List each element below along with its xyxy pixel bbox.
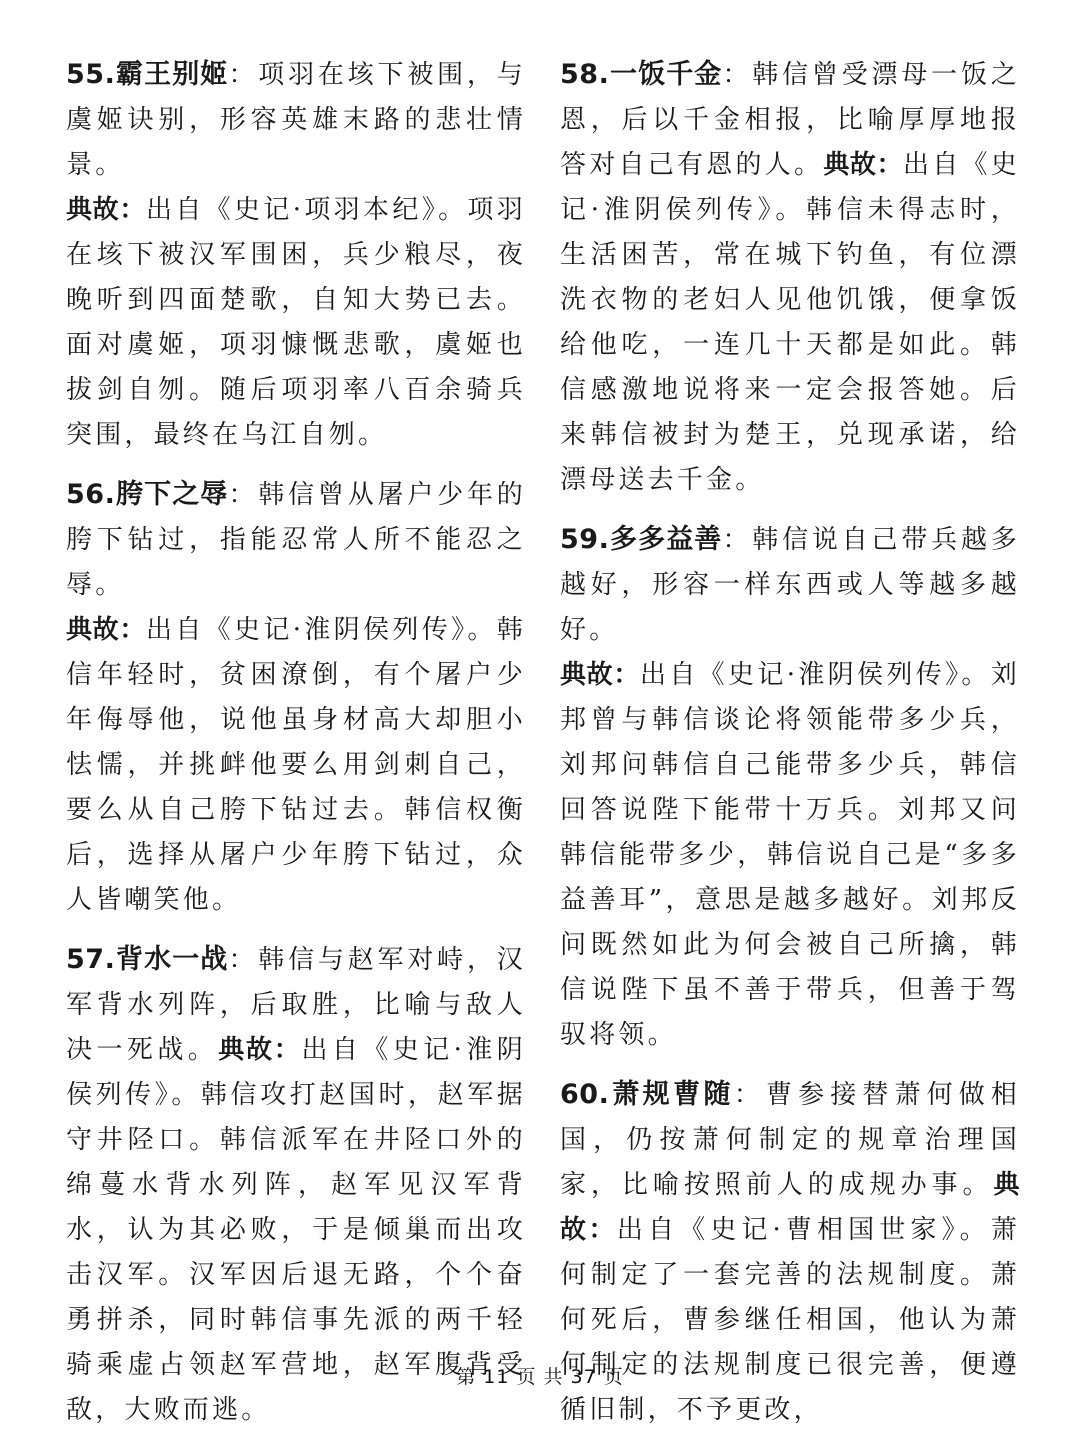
idiom-meaning: 项羽在垓下被围，与虞姬诀别，形容英雄末路的悲壮情景。 bbox=[66, 60, 527, 180]
page-number-footer: 第 11 页 共 37 页 bbox=[456, 1366, 624, 1388]
left-column bbox=[66, 52, 526, 1447]
source-label: 典故： bbox=[560, 1170, 1020, 1245]
idiom-entry-56 bbox=[66, 472, 526, 923]
idiom-meaning: 韩信曾受漂母一饭之恩，后以千金相报，比喻厚厚地报答对自己有恩的人。 bbox=[560, 60, 1021, 180]
idiom-title: 59.多多益善 bbox=[560, 524, 723, 555]
source-label: 典故： bbox=[823, 150, 903, 180]
source-label: 典故： bbox=[66, 615, 146, 645]
idiom-title: 57.背水一战 bbox=[66, 944, 229, 975]
colon-separator: ： bbox=[722, 60, 753, 90]
idiom-title: 55.霸王别姬 bbox=[66, 59, 229, 90]
source-label: 典故： bbox=[218, 1035, 302, 1065]
idiom-entry-58 bbox=[560, 52, 1020, 503]
colon-separator: ： bbox=[722, 525, 753, 555]
source-text: 出自《史记·项羽本纪》。项羽在垓下被汉军围困，兵少粮尽，夜晚听到四面楚歌，自知大势已去。面对虞姬，项羽慷慨悲歌，虞姬也拔剑自刎。随后项羽率八百余骑兵突围，最终在乌江自刎。 bbox=[66, 195, 526, 450]
colon-separator: ： bbox=[228, 60, 259, 90]
right-column bbox=[560, 52, 1020, 1447]
source-text: 出自《史记·曹相国世家》。萧何制定了一套完善的法规制度。萧何死后，曹参继任相国，他认为萧何制定的法规制度已很完善，便遵循旧制，不予更改， bbox=[560, 1215, 1020, 1425]
source-text: 出自《史记·淮阴侯列传》。刘邦曾与韩信谈论将领能带多少兵，刘邦问韩信自己能带多少兵，韩信回答说陛下能带十万兵。刘邦又问韩信能带多少，韩信说自己是“多多益善耳”，意思是越多越好。刘邦反问既然如此为何会被自己所擒，韩信说陛下虽不善于带兵，但善于驾驭将领。 bbox=[560, 660, 1020, 1050]
idiom-title: 56.胯下之辱 bbox=[66, 479, 229, 510]
source-text: 出自《史记·淮阴侯列传》。韩信年轻时，贫困潦倒，有个屠户少年侮辱他，说他虽身材高大却胆小怯懦，并挑衅他要么用剑刺自己，要么从自己胯下钻过去。韩信权衡后，选择从屠户少年胯下钻过，众人皆嘲笑他。 bbox=[66, 615, 526, 915]
idiom-entry-57 bbox=[66, 937, 526, 1433]
idiom-title: 60.萧规曹随 bbox=[560, 1079, 734, 1110]
colon-separator: ： bbox=[228, 480, 259, 510]
idiom-meaning: 曹参接替萧何做相国，仍按萧何制定的规章治理国家，比喻按照前人的成规办事。 bbox=[560, 1080, 1021, 1200]
colon-separator: ： bbox=[228, 945, 259, 975]
idiom-entry-59 bbox=[560, 517, 1020, 1058]
colon-separator: ： bbox=[733, 1080, 767, 1110]
idiom-meaning: 韩信说自己带兵越多越好，形容一样东西或人等越多越好。 bbox=[560, 525, 1021, 645]
idiom-meaning: 韩信曾从屠户少年的胯下钻过，指能忍常人所不能忍之辱。 bbox=[66, 480, 527, 600]
idiom-meaning: 韩信与赵军对峙，汉军背水列阵，后取胜，比喻与敌人决一死战。 bbox=[66, 945, 527, 1065]
idiom-entry-55 bbox=[66, 52, 526, 458]
source-label: 典故： bbox=[66, 195, 146, 225]
idiom-title: 58.一饭千金 bbox=[560, 59, 723, 90]
source-text: 出自《史记·淮阴侯列传》。韩信未得志时，生活困苦，常在城下钓鱼，有位漂洗衣物的老妇人见他饥饿，便拿饭给他吃，一连几十天都是如此。韩信感激地说将来一定会报答她。后来韩信被封为楚王，兑现承诺，给漂母送去千金。 bbox=[560, 150, 1020, 495]
source-text: 出自《史记·淮阴侯列传》。韩信攻打赵国时，赵军据守井陉口。韩信派军在井陉口外的绵蔓水背水列阵，赵军见汉军背水，认为其必败，于是倾巢而出攻击汉军。汉军因后退无路，个个奋勇拼杀，同时韩信事先派的两千轻骑乘虚占领赵军营地，赵军腹背受敌，大败而逃。 bbox=[66, 1035, 526, 1425]
source-label: 典故： bbox=[560, 660, 640, 690]
